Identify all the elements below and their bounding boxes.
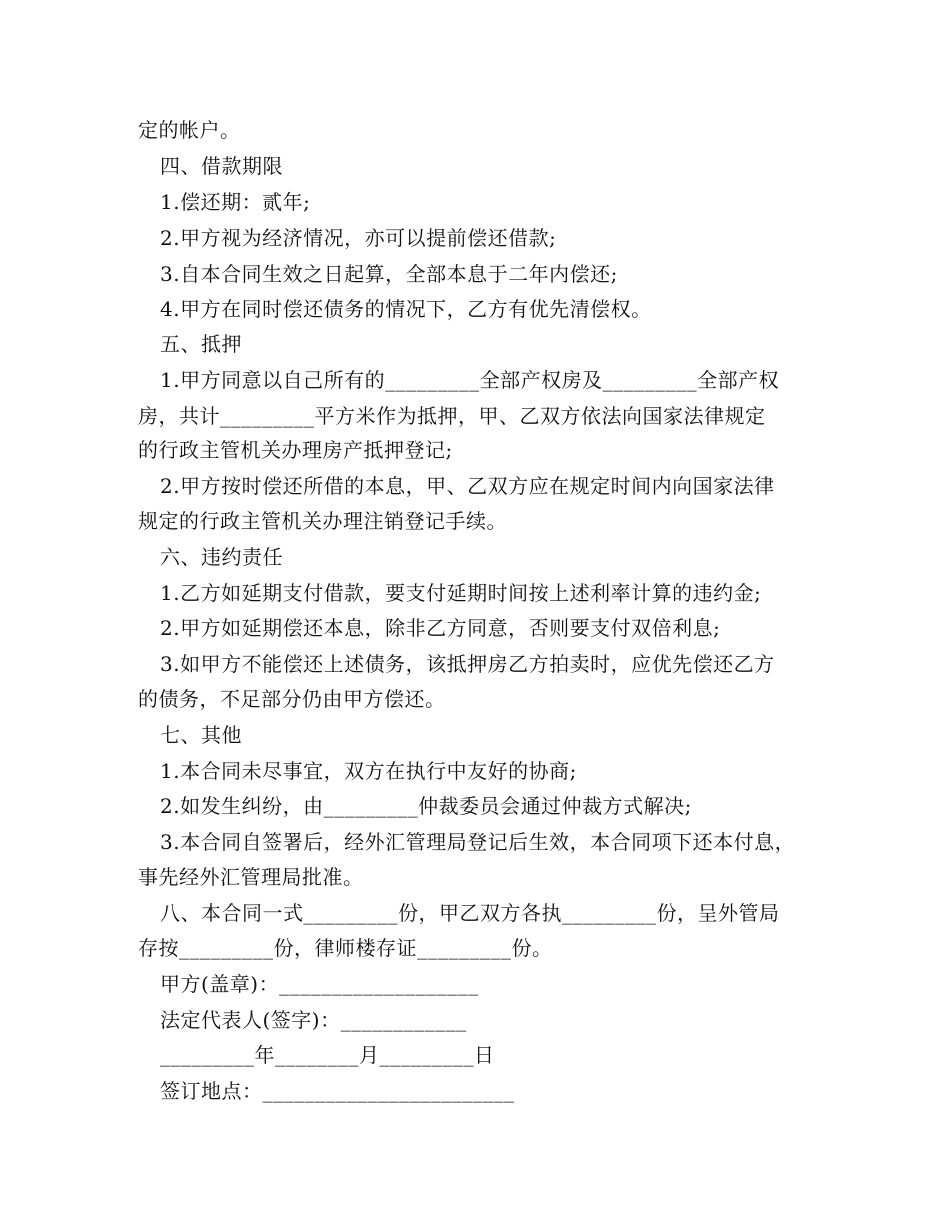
text-line: 1.乙方如延期支付借款，要支付延期时间按上述利率计算的违约金; — [160, 581, 762, 605]
section-heading: 六、违约责任 — [160, 545, 283, 569]
text-line: 1.本合同未尽事宜，双方在执行中友好的协商; — [160, 759, 577, 783]
text-line: 3.如甲方不能偿还上述债务，该抵押房乙方拍卖时，应优先偿还乙方 — [160, 652, 775, 676]
text-line: 2.甲方按时偿还所借的本息，甲、乙双方应在规定时间内向国家法律 — [160, 474, 775, 498]
text-line: 2.如发生纠纷，由_________仲裁委员会通过仲裁方式解决; — [160, 794, 692, 818]
signature-legal-representative: 法定代表人(签字)：____________ — [160, 1008, 467, 1032]
text-line: 定的帐户。 — [138, 118, 241, 142]
section-heading: 五、抵押 — [160, 332, 242, 356]
text-line: 事先经外汇管理局批准。 — [138, 865, 364, 889]
signature-date: _________年________月_________日 — [160, 1043, 495, 1067]
text-line: 1.甲方同意以自己所有的_________全部产权房及_________全部产权 — [160, 368, 780, 392]
text-line: 存按_________份，律师楼存证_________份。 — [138, 936, 553, 960]
text-line: 2.甲方如延期偿还本息，除非乙方同意，否则要支付双倍利息; — [160, 616, 721, 640]
section-heading: 七、其他 — [160, 723, 242, 747]
text-line: 2.甲方视为经济情况，亦可以提前偿还借款; — [160, 226, 557, 250]
signature-party-a: 甲方(盖章)：___________________ — [160, 972, 479, 996]
signing-place: 签订地点：________________________ — [160, 1079, 515, 1103]
text-line: 的债务，不足部分仍由甲方偿还。 — [138, 687, 446, 711]
text-line: 4.甲方在同时偿还债务的情况下，乙方有优先清偿权。 — [160, 297, 652, 321]
text-line: 规定的行政主管机关办理注销登记手续。 — [138, 509, 507, 533]
text-line: 房，共计_________平方米作为抵押，甲、乙双方依法向国家法律规定 — [138, 404, 766, 428]
section-heading: 四、借款期限 — [160, 154, 283, 178]
text-line: 3.本合同自签署后，经外汇管理局登记后生效，本合同项下还本付息， — [160, 830, 796, 854]
text-line: 3.自本合同生效之日起算，全部本息于二年内偿还; — [160, 262, 618, 286]
text-line: 的行政主管机关办理房产抵押登记; — [138, 438, 453, 462]
text-line: 八、本合同一式_________份，甲乙双方各执_________份，呈外管局 — [160, 901, 780, 925]
text-line: 1.偿还期：贰年; — [160, 190, 311, 214]
